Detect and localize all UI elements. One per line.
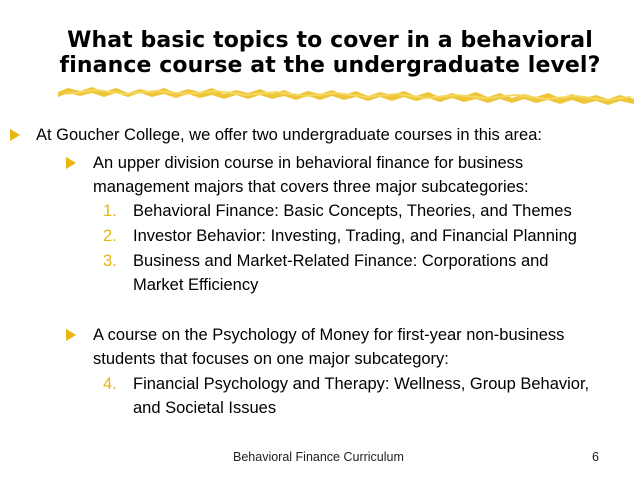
- item-number: 3.: [103, 252, 117, 270]
- item-text: Business and Market-Related Finance: Corporations and: [133, 252, 549, 270]
- slide-title: [40, 28, 620, 78]
- title-line-1: What basic topics to cover in a behavioral: [67, 28, 593, 53]
- list-item-4: [103, 373, 590, 395]
- sub-bullet-psychology-line2: students that focuses on one major subcategory:: [93, 350, 449, 368]
- item-text: Financial Psychology and Therapy: Wellness, Group Behavior,: [133, 375, 590, 393]
- bullet-arrow-icon: [66, 329, 76, 341]
- footer-title: Behavioral Finance Curriculum: [233, 450, 404, 464]
- item-text: Investor Behavior: Investing, Trading, and Financial Planning: [133, 227, 577, 245]
- item-number: 2.: [103, 227, 117, 245]
- list-item-2: [103, 225, 577, 247]
- sub-bullet-psychology-line1: A course on the Psychology of Money for first-year non-business: [93, 326, 565, 344]
- bullet-arrow-icon: [10, 129, 20, 141]
- bullet-arrow-icon: [66, 157, 76, 169]
- list-item-4-continued: and Societal Issues: [133, 399, 277, 417]
- page-number: 6: [592, 450, 599, 464]
- item-number: 1.: [103, 202, 117, 220]
- title-line-2: finance course at the undergraduate level?: [59, 53, 601, 78]
- bullet-goucher: At Goucher College, we offer two undergraduate courses in this area:: [36, 126, 542, 144]
- list-item-3-continued: Market Efficiency: [133, 276, 259, 294]
- sub-bullet-upper-division-line2: management majors that covers three major subcategories:: [93, 178, 529, 196]
- item-number: 4.: [103, 375, 117, 393]
- list-item-1: [103, 200, 572, 222]
- decorative-stripe: [56, 82, 638, 114]
- sub-bullet-upper-division-line1: An upper division course in behavioral finance for business: [93, 154, 524, 172]
- list-item-3: [103, 250, 549, 272]
- item-text: Behavioral Finance: Basic Concepts, Theories, and Themes: [133, 202, 572, 220]
